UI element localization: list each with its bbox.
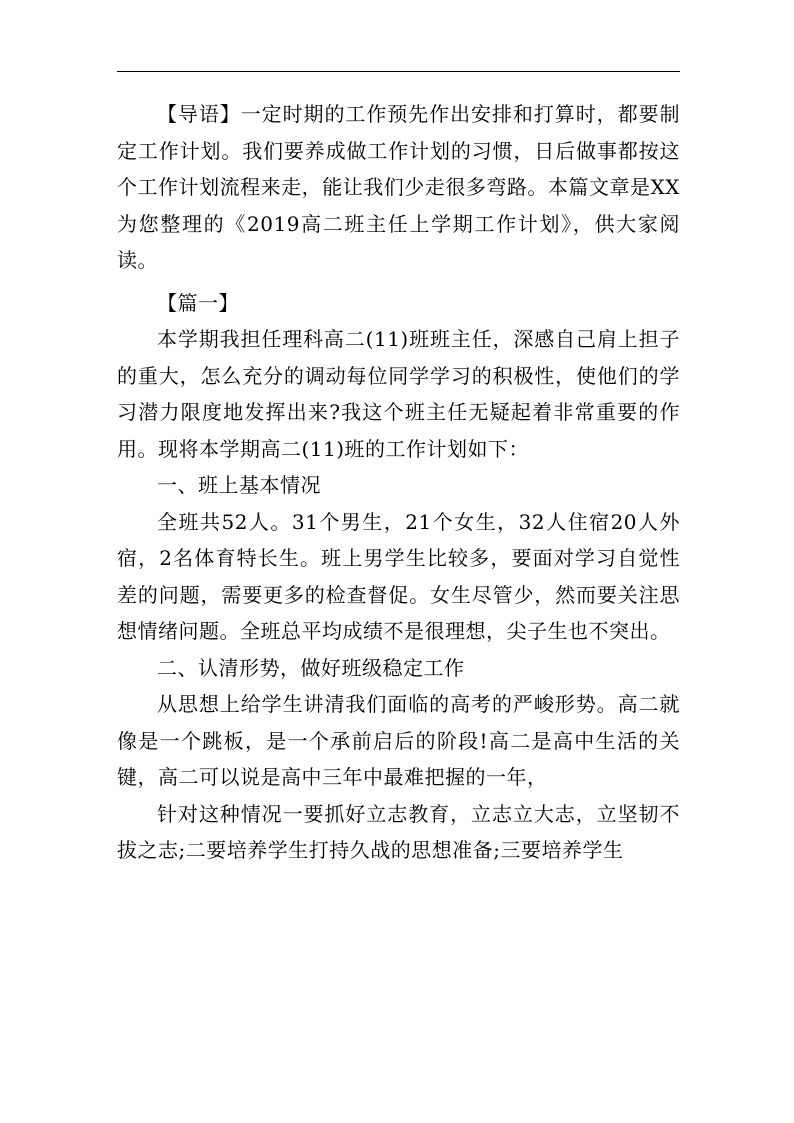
header-rule [117,71,680,72]
body-paragraph: 针对这种情况一要抓好立志教育，立志立大志，立坚韧不拔之志;二要培养学生打持久战的思想准备;三要培养学生 [117,801,680,862]
heading-basic-situation: 一、班上基本情况 [157,473,321,497]
body-paragraph: 全班共52人。31个男生，21个女生，32人住宿20人外宿，2名体育特长生。班上男学生比较多，要面对学习自觉性差的问题，需要更多的检查督促。女生尽管少，然而要关注思想情绪问题。全班总平均成绩不是很理想，尖子生也不突出。 [117,509,680,643]
intro-paragraph: 【导语】一定时期的工作预先作出安排和打算时，都要制定工作计划。我们要养成做工作计划的习惯，日后做事都按这个工作计划流程来走，能让我们少走很多弯路。本篇文章是XX为您整理的《2019高二班主任上学期工作计划》，供大家阅读。 [117,102,680,272]
document-body [117,96,680,869]
section-title: 【篇一】 [157,290,239,315]
body-paragraph: 本学期我担任理科高二(11)班班主任，深感自己肩上担子的重大，怎么充分的调动每位同学学习的积极性，使他们的学习潜力限度地发挥出来?我这个班主任无疑起着非常重要的作用。现将本学期高二(11)班的工作计划如下： [117,327,680,461]
body-paragraph: 从思想上给学生讲清我们面临的高考的严峻形势。高二就像是一个跳板，是一个承前启后的阶段!高二是高中生活的关键，高二可以说是高中三年中最难把握的一年， [117,692,680,789]
heading-situation-stability: 二、认清形势，做好班级稳定工作 [157,655,465,680]
